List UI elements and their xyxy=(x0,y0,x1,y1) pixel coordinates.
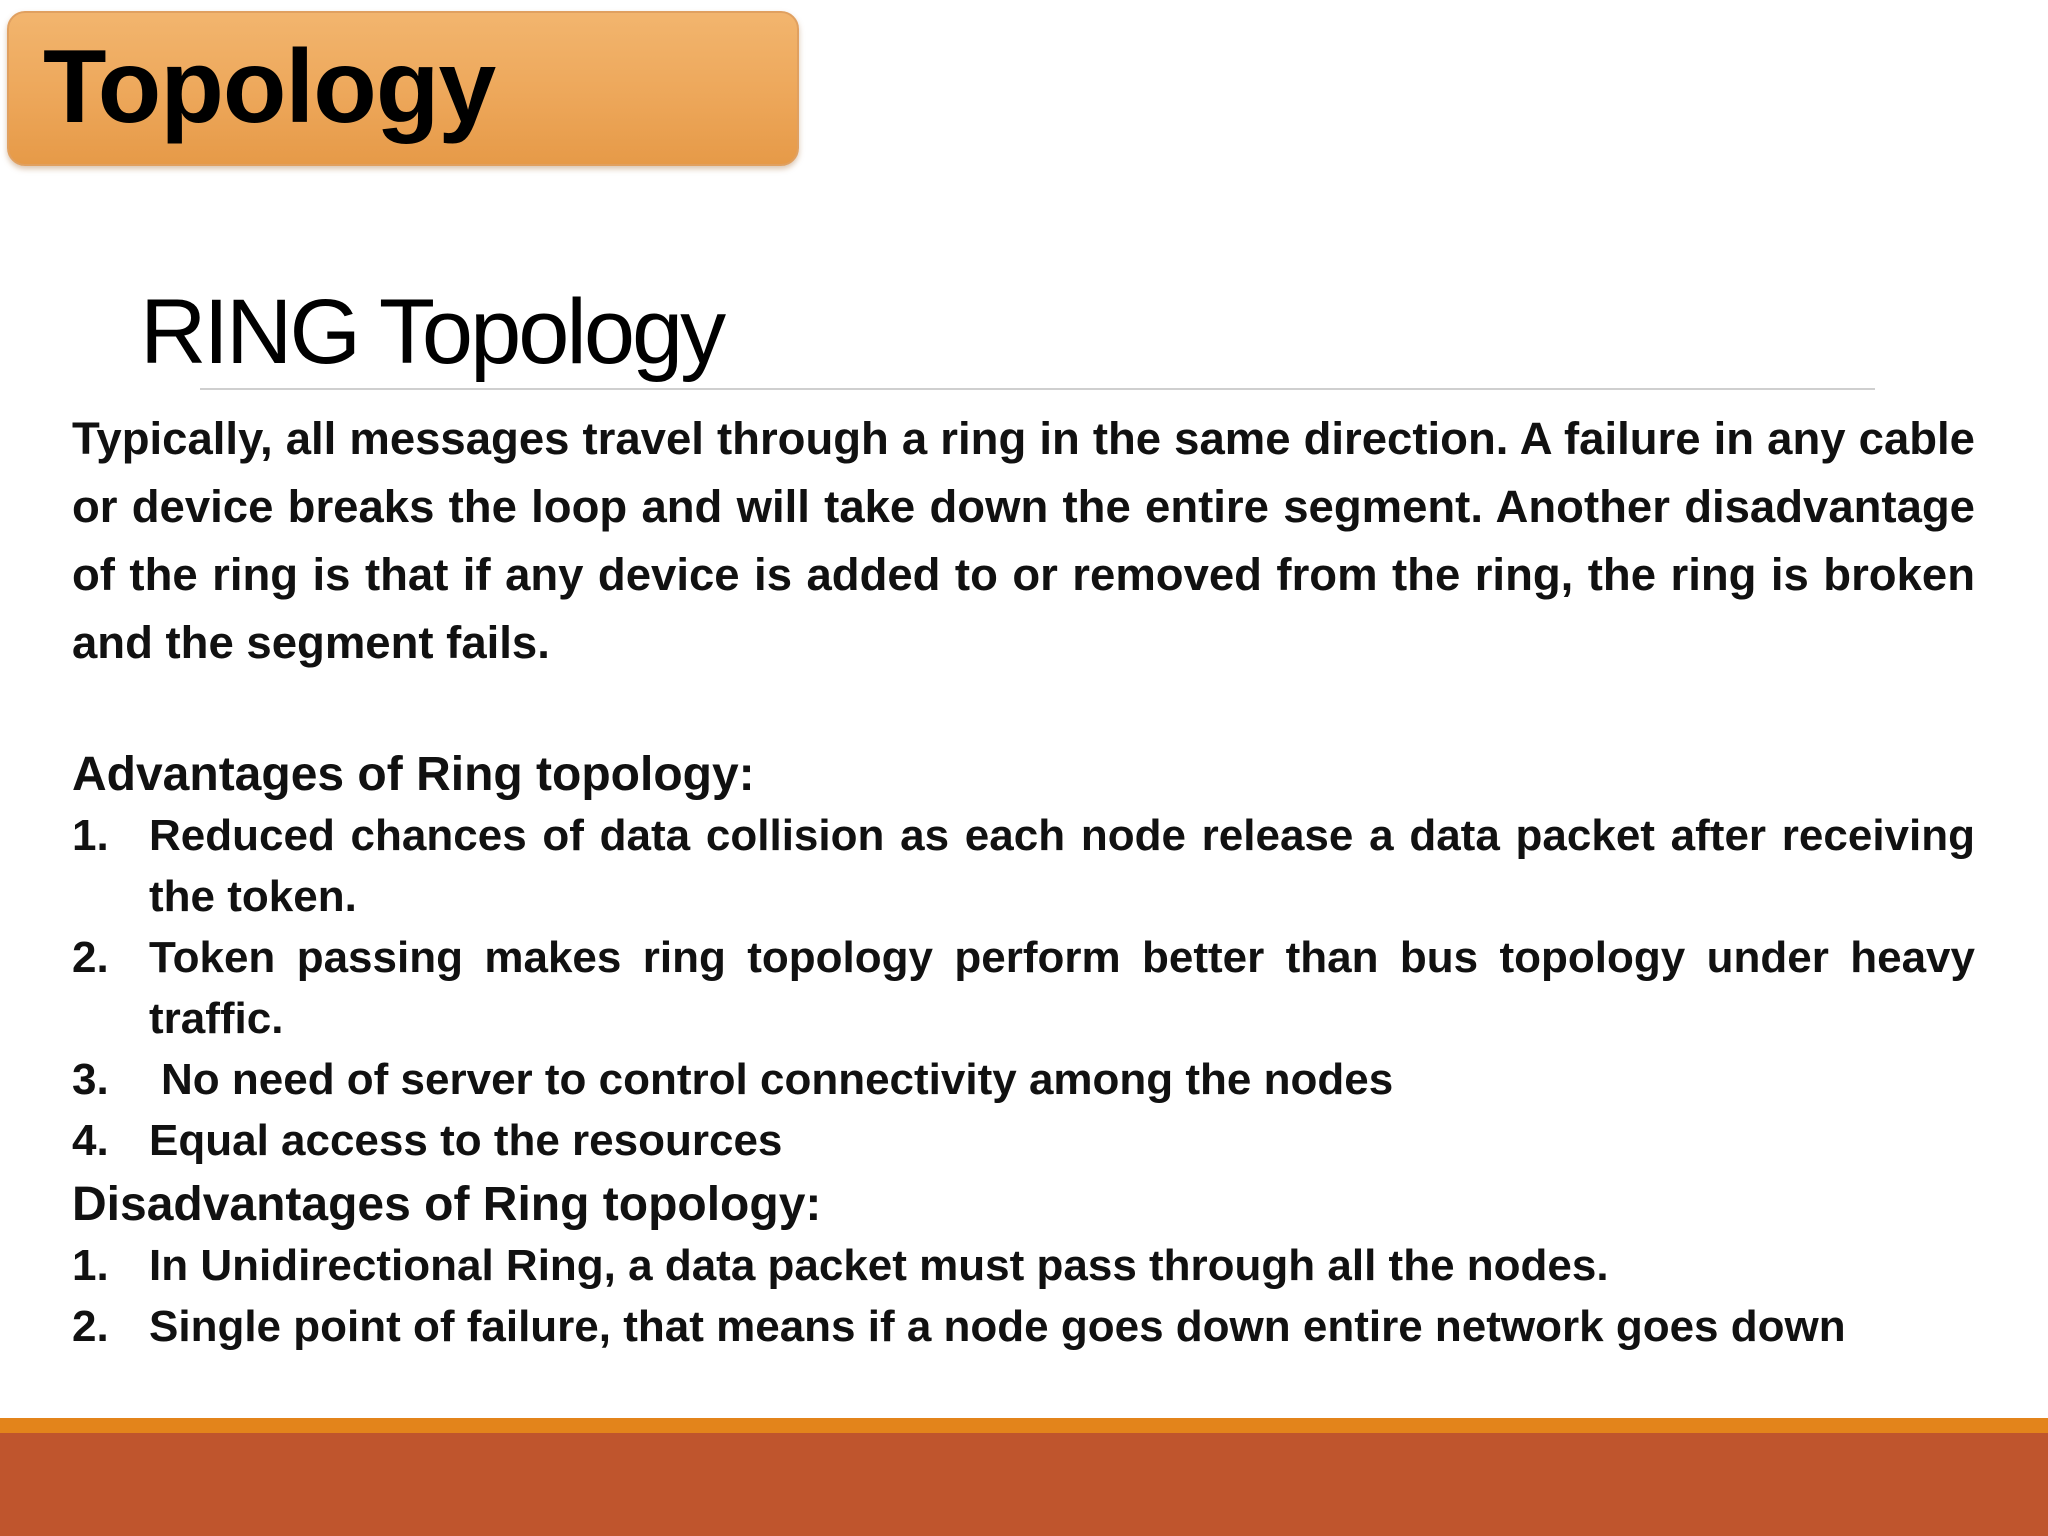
heading-divider xyxy=(200,388,1875,390)
item-number: 4. xyxy=(72,1116,109,1165)
item-text: Equal access to the resources xyxy=(149,1116,783,1165)
item-number: 1. xyxy=(72,1241,109,1290)
disadvantages-heading: Disadvantages of Ring topology: xyxy=(72,1178,822,1231)
item-text: Single point of failure, that means if a node goes down entire network goes down xyxy=(149,1302,1846,1351)
item-text: Reduced chances of data collision as each node release a data packet after receiving the token. xyxy=(149,811,1975,921)
disadvantage-item xyxy=(72,1296,1975,1357)
intro-paragraph: Typically, all messages travel through a ring in the same direction. A failure in any cable or device breaks the loop and will take down the entire segment. Another disadvantage of the ring is that if any device is added to or removed from the ring, the ring is broken and the segment fails. xyxy=(72,413,1975,668)
item-number: 1. xyxy=(72,811,109,860)
item-number: 2. xyxy=(72,933,109,982)
advantages-heading: Advantages of Ring topology: xyxy=(72,748,755,801)
advantage-item xyxy=(72,927,1975,1049)
advantage-item xyxy=(72,1110,1975,1171)
footer-stripe xyxy=(0,1418,2048,1433)
advantage-item xyxy=(72,1049,1975,1110)
slide-content xyxy=(72,405,1975,1357)
topic-title: Topology xyxy=(43,29,496,145)
item-number: 2. xyxy=(72,1302,109,1351)
advantages-list xyxy=(72,805,1975,1171)
slide-heading: RING Topology xyxy=(140,281,724,383)
footer-band xyxy=(0,1433,2048,1536)
disadvantage-item xyxy=(72,1235,1975,1296)
item-text: No need of server to control connectivity among the nodes xyxy=(161,1055,1394,1104)
item-text: In Unidirectional Ring, a data packet must pass through all the nodes. xyxy=(149,1241,1609,1290)
advantage-item xyxy=(72,805,1975,927)
item-text: Token passing makes ring topology perform better than bus topology under heavy traffic. xyxy=(149,933,1975,1043)
disadvantages-list xyxy=(72,1235,1975,1357)
item-number: 3. xyxy=(72,1055,109,1104)
